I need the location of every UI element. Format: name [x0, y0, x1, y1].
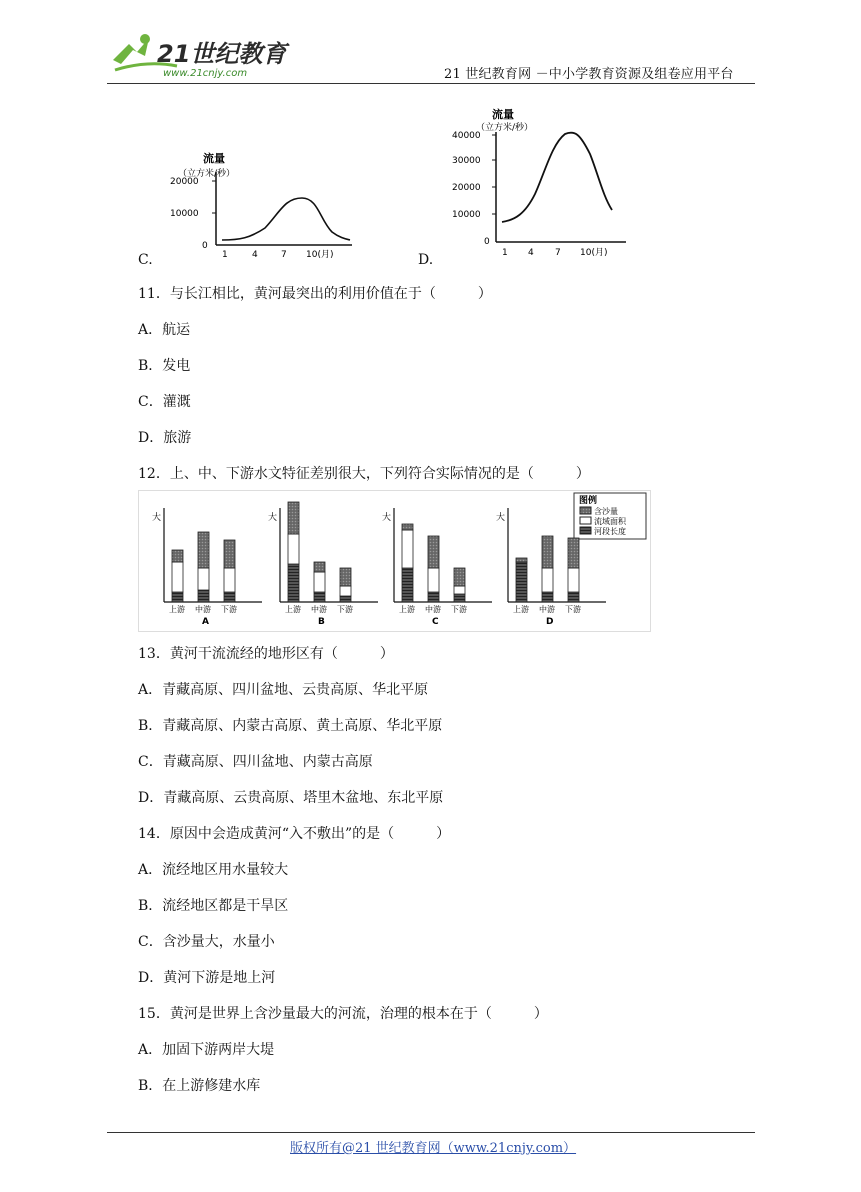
q12-bar-segment — [314, 592, 325, 602]
q12-bar-segment — [542, 592, 553, 602]
site-logo — [107, 30, 297, 80]
legend-swatch-area — [580, 517, 591, 524]
q12-bar-segment — [314, 562, 325, 572]
q12-bar-segment — [198, 590, 209, 602]
chart-d — [440, 104, 630, 264]
q12-bar-segment — [340, 586, 351, 596]
chart-d-x10: 10(月) — [580, 248, 608, 258]
q12-figure — [138, 490, 651, 632]
q12-bar-segment — [224, 540, 235, 568]
q12-bar-segment — [428, 568, 439, 592]
chart-c-x4: 4 — [252, 250, 258, 260]
q12-bar-segment — [288, 534, 299, 564]
q12-stem: 12．上、中、下游水文特征差别很大，下列符合实际情况的是（ ） — [138, 466, 590, 482]
q14-option-d: D．黄河下游是地上河 — [138, 970, 276, 986]
q11-option-d: D．旅游 — [138, 430, 192, 446]
q12-bar-segment — [224, 568, 235, 592]
q12-bar-segment — [288, 502, 299, 534]
q12-bar-segment — [542, 536, 553, 568]
q12-bar-segment — [172, 562, 183, 592]
legend-sand: 含沙量 — [594, 507, 618, 516]
chart-d-ylabel: 流量 — [492, 108, 514, 121]
q12-x-label: 下游 — [337, 605, 353, 614]
q12-bar-segment — [288, 564, 299, 602]
q12-y-label: 大 — [496, 513, 506, 523]
legend-swatch-length — [580, 527, 591, 534]
chart-c-tick-20000: 20000 — [170, 177, 199, 187]
chart-c-yunit: （立方米/秒） — [178, 169, 236, 179]
legend-swatch-sand — [580, 507, 591, 514]
q12-bar-segment — [454, 568, 465, 586]
q12-x-label: 中游 — [425, 605, 441, 614]
q12-x-label: 上游 — [169, 605, 185, 614]
q12-bar-segment — [568, 538, 579, 568]
legend-title: 图例 — [579, 496, 598, 506]
chart-d-tick-40000: 40000 — [452, 131, 481, 141]
q12-bar-segment — [340, 596, 351, 602]
q12-y-label: 大 — [268, 513, 278, 523]
q14-stem: 14．原因中会造成黄河“入不敷出”的是（ ） — [138, 826, 451, 842]
q14-option-a: A．流经地区用水量较大 — [138, 862, 289, 878]
q12-bar-segment — [198, 568, 209, 590]
option-d-label: D. — [418, 252, 434, 268]
q12-bar-segment — [402, 524, 413, 530]
q11-option-c: C．灌溉 — [138, 394, 191, 410]
q12-y-label: 大 — [382, 513, 392, 523]
chart-d-x7: 7 — [555, 248, 561, 258]
chart-d-yunit: （立方米/秒） — [476, 123, 534, 133]
chart-d-tick-20000: 20000 — [452, 183, 481, 193]
q12-bar-segment — [516, 558, 527, 562]
chart-c-tick-0: 0 — [202, 241, 208, 251]
q11-option-b: B．发电 — [138, 358, 191, 374]
q12-panel-label: B — [318, 617, 325, 627]
logo-url: www.21cnjy.com — [163, 68, 248, 79]
q14-option-c: C．含沙量大，水量小 — [138, 934, 275, 950]
legend-length: 河段长度 — [594, 527, 626, 536]
q13-option-d: D．青藏高原、云贵高原、塔里木盆地、东北平原 — [138, 790, 444, 806]
q12-bar-segment — [454, 586, 465, 594]
header-site-text: 21 世纪教育网 －中小学教育资源及组卷应用平台 — [444, 67, 734, 82]
q12-x-label: 上游 — [513, 605, 529, 614]
q12-bar-segment — [172, 592, 183, 602]
q12-panel-label: A — [202, 617, 209, 627]
q12-y-label: 大 — [152, 513, 162, 523]
q13-option-a: A．青藏高原、四川盆地、云贵高原、华北平原 — [138, 682, 429, 698]
q11-stem: 11．与长江相比，黄河最突出的利用价值在于（ ） — [138, 286, 492, 302]
chart-c-x10: 10(月) — [306, 250, 334, 260]
q13-stem: 13．黄河干流流经的地形区有（ ） — [138, 646, 394, 662]
chart-d-x1: 1 — [502, 248, 508, 258]
q12-bar-segment — [402, 568, 413, 602]
q12-panel-label: C — [432, 617, 439, 627]
q12-bar-segment — [172, 550, 183, 562]
q12-panel-label: D — [546, 617, 554, 627]
q13-option-b: B．青藏高原、内蒙古高原、黄土高原、华北平原 — [138, 718, 443, 734]
chart-c-x7: 7 — [281, 250, 287, 260]
q15-stem: 15．黄河是世界上含沙量最大的河流，治理的根本在于（ ） — [138, 1006, 548, 1022]
q14-option-b: B．流经地区都是干旱区 — [138, 898, 289, 914]
chart-d-tick-10000: 10000 — [452, 210, 481, 220]
q12-bar-segment — [568, 568, 579, 592]
q11-option-a: A．航运 — [138, 322, 191, 338]
logo-title: 21世纪教育 — [157, 40, 287, 68]
chart-d-tick-30000: 30000 — [452, 156, 481, 166]
q12-x-label: 下游 — [221, 605, 237, 614]
q12-bar-segment — [542, 568, 553, 592]
q12-bar-segment — [428, 592, 439, 602]
chart-c-ylabel: 流量 — [203, 152, 225, 165]
q12-x-label: 下游 — [451, 605, 467, 614]
q12-x-label: 上游 — [399, 605, 415, 614]
q12-bar-segment — [198, 532, 209, 568]
header-divider — [107, 83, 755, 84]
q12-x-label: 中游 — [195, 605, 211, 614]
q12-bar-segment — [568, 592, 579, 602]
option-c-label: C. — [138, 252, 153, 268]
q12-bar-segment — [402, 530, 413, 568]
q12-x-label: 上游 — [285, 605, 301, 614]
q12-bar-segment — [454, 594, 465, 602]
chart-d-tick-0: 0 — [484, 237, 490, 247]
q12-x-label: 中游 — [311, 605, 327, 614]
footer-divider — [107, 1132, 755, 1133]
q12-bar-segment — [314, 572, 325, 592]
q12-bar-segment — [340, 568, 351, 586]
q15-option-a: A．加固下游两岸大堤 — [138, 1042, 275, 1058]
footer-copyright-link[interactable]: 版权所有@21 世纪教育网（www.21cnjy.com） — [290, 1141, 577, 1156]
q12-bar-segment — [224, 592, 235, 602]
legend-area: 流域面积 — [594, 517, 626, 526]
chart-c — [160, 150, 360, 265]
chart-c-x1: 1 — [222, 250, 228, 260]
chart-c-tick-10000: 10000 — [170, 209, 199, 219]
q15-option-b: B．在上游修建水库 — [138, 1078, 261, 1094]
q12-bar-segment — [428, 536, 439, 568]
q12-x-label: 中游 — [539, 605, 555, 614]
q13-option-c: C．青藏高原、四川盆地、内蒙古高原 — [138, 754, 373, 770]
q12-bar-segment — [516, 562, 527, 602]
chart-d-x4: 4 — [528, 248, 534, 258]
q12-x-label: 下游 — [565, 605, 581, 614]
